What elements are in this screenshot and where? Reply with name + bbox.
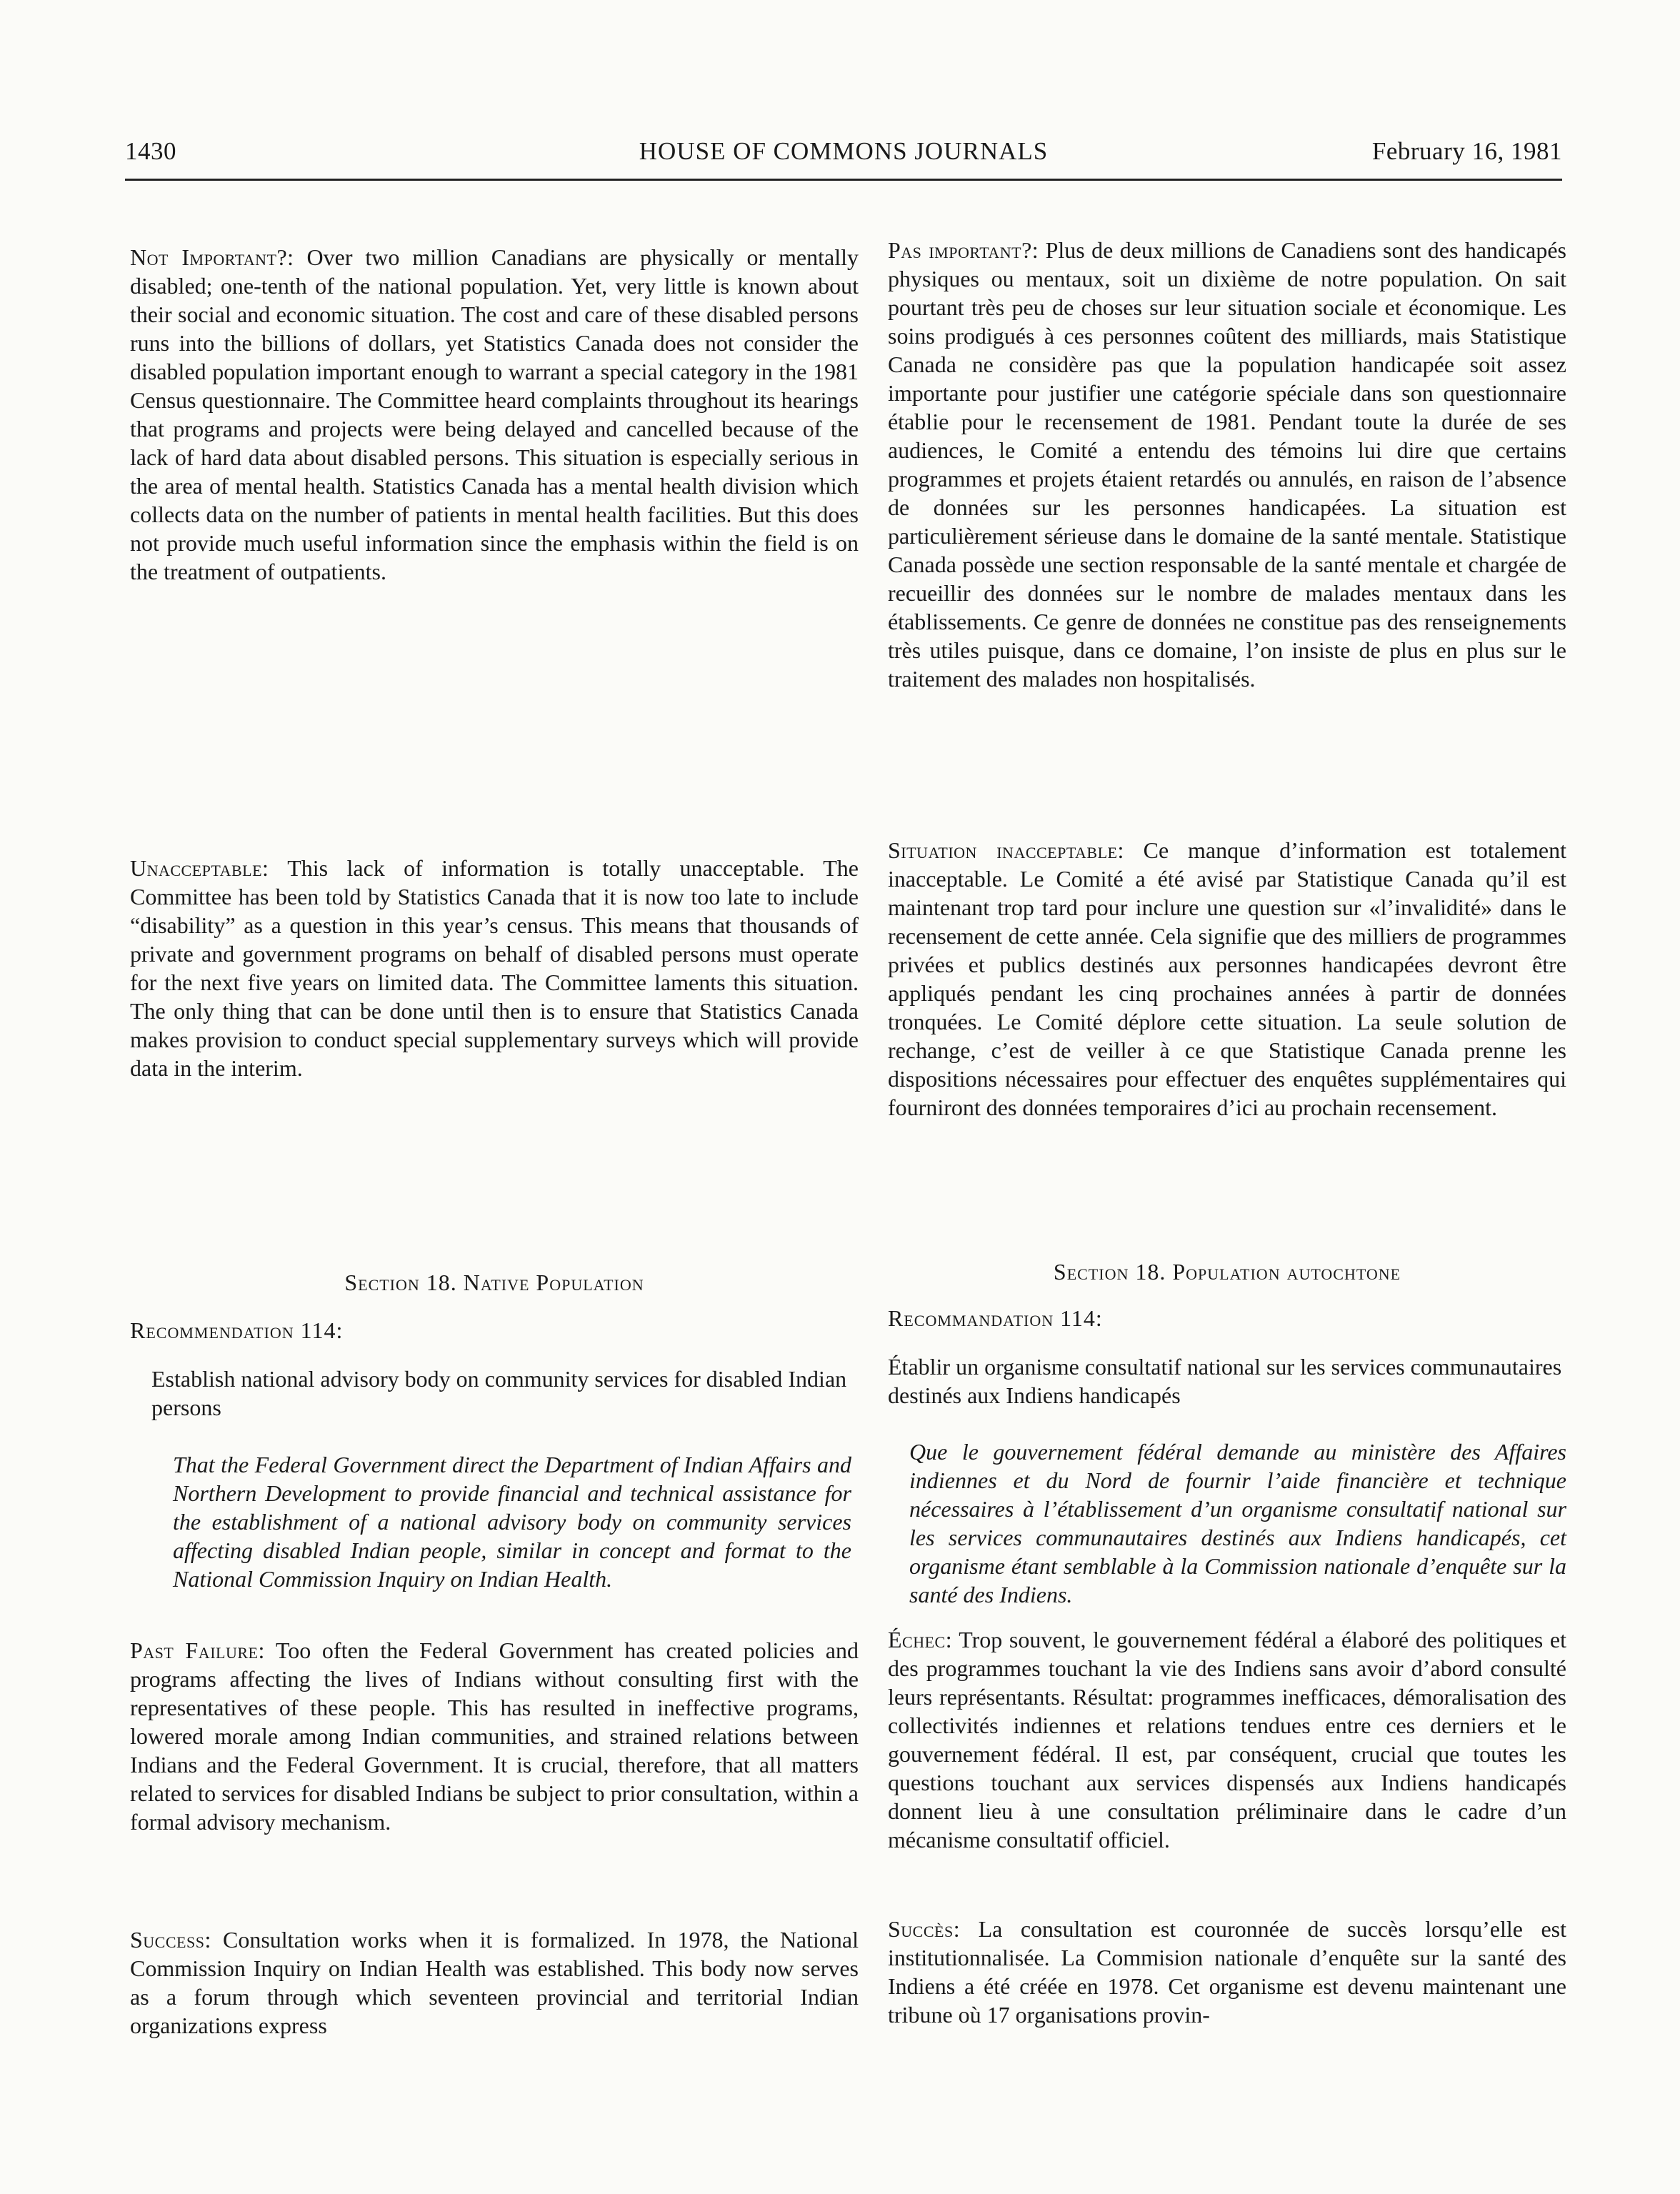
paragraph-text: Plus de deux millions de Canadiens sont des handicapés physiques ou mentaux, soit un dixième de notre population. On sait pourtant très peu de choses sur leur situation sociale et économique. Les soins prodigués à ces personnes coûtent des milliards, mais Statistique Canada ne considère pas que la population handicapée soit assez importante pour justifier une catégorie spéciale dans son questionnaire établie pour le recensement de 1981. Pendant toute la durée de ses audiences, le Comité a entendu des témoins lui dire que certains programmes et projets étaient retardés ou annulés, en raison de l’absence de données sur les personnes handicapées. La situation est particulièrement sérieuse dans le domaine de la santé mentale. Statistique Canada possède une section responsable de la santé mentale et chargée de recueillir des données sur le nombre de malades mentaux dans les établissements. Ce genre de données ne constitue pas des renseignements très utiles puisque, dans ce domaine, l’on insiste de plus en plus sur le traitement des malades non hospitalisés. — [888, 237, 1567, 692]
paragraph-text: La consultation est couronnée de succès lorsqu’elle est institutionnalisée. La Commision nationale d’enquête sur la santé des Indiens a été créée en 1978. Cet organisme est devenu maintenant une tribune où 17 organisations provin- — [888, 1916, 1567, 2028]
past-failure-paragraph — [130, 1636, 859, 1836]
paragraph-text: Too often the Federal Government has created policies and programs affecting the lives of Indians without consulting first with the representatives of these people. This has resulted in ineffective programs, lowered morale among Indian communities, and strained relations between Indians and the Federal Government. It is crucial, therefore, that all matters related to services for disabled Indians be subject to prior consultation, within a formal advisory mechanism. — [130, 1637, 859, 1835]
situation-inacceptable-paragraph — [888, 836, 1566, 1122]
recommendation-title: Établir un organisme consultatif national sur les services communautaires destinés aux Indiens handicapés — [888, 1354, 1562, 1408]
paragraph-lead: Situation inacceptable: — [888, 837, 1124, 863]
paragraph-text: Consultation works when it is formalized. In 1978, the National Commission Inquiry on Indian Health was established. This body now serves as a forum through which seventeen provincial and territorial Indian organizations express — [130, 1927, 859, 2038]
paragraph-lead: Not Important?: — [130, 244, 294, 270]
section-heading: Section 18. Population autochtone — [1053, 1259, 1401, 1285]
recommendation-text: That the Federal Government direct the Department of Indian Affairs and Northern Development to provide financial and technical assistance for the establishment of a national advisory body on community services affecting disabled Indian people, similar in concept and format to the National Commission Inquiry on Indian Health. — [173, 1452, 851, 1592]
paragraph-text: Ce manque d’information est totalement inacceptable. Le Comité a été avisé par Statistique Canada qu’il est maintenant trop tard pour inclure une question sur «l’invalidité» dans le recensement de cette année. Cela signifie que des milliers de programmes privées et publics destinés aux personnes handicapées devront être appliqués pendant les cinq prochaines années à partir de données tronquées. Le Comité déplore cette situation. La seule solution de rechange, c’est de veiller à ce que Statistique Canada prenne les dispositions nécessaires pour effectuer des enquêtes supplémentaires qui fourniront des données temporaires d’ici au prochain recensement. — [888, 837, 1566, 1120]
echec-paragraph — [888, 1625, 1566, 1854]
recommendation-title: Establish national advisory body on community services for disabled Indian persons — [151, 1366, 847, 1420]
section-heading: Section 18. Native Population — [344, 1270, 644, 1295]
paragraph-text: This lack of information is totally unacceptable. The Committee has been told by Statistics Canada that it is now too late to include “disability” as a question in this year’s census. This means that thousands of private and government programs on behalf of disabled persons must operate for the next five years on limited data. The Committee laments this situation. The only thing that can be done until then is to ensure that Statistics Canada makes provision to conduct special supplementary surveys which will provide data in the interim. — [130, 855, 859, 1081]
page-header — [125, 136, 1562, 181]
recommendation-label: Recommandation 114: — [888, 1305, 1103, 1331]
recommendation-text: Que le gouvernement fédéral demande au ministère des Affaires indiennes et du Nord de fournir l’aide financière et technique nécessaires à l’établissement d’un organisme consultatif national sur les services communautaires destinés aux Indiens handicapés, cet organisme étant semblable à la Commission nationale d’enquête sur la santé des Indiens. — [909, 1439, 1566, 1607]
succes-paragraph — [888, 1915, 1566, 2029]
recommendation-label: Recommendation 114: — [130, 1317, 344, 1343]
paragraph-text: Trop souvent, le gouvernement fédéral a élaboré des politiques et des programmes touchant la vie des Indiens sans avoir d’abord consulté leurs représentants. Résultat: programmes inefficaces, démoralisation des collectivités indiennes et relations tendues entre ces derniers et le gouvernement fédéral. Il est, par conséquent, crucial que toutes les questions touchant aux services dispensés aux Indiens handicapés donnent lieu à une consultation préliminaire dans le cadre d’un mécanisme consultatif officiel. — [888, 1627, 1567, 1853]
not-important-paragraph — [130, 243, 859, 586]
paragraph-lead: Succès: — [888, 1916, 961, 1942]
page-number: 1430 — [125, 137, 176, 165]
journal-title: HOUSE OF COMMONS JOURNALS — [639, 137, 1049, 165]
paragraph-text: Over two million Canadians are physically or mentally disabled; one-tenth of the national population. Yet, very little is known about their social and economic situation. The cost and care of these disabled persons runs into the billions of dollars, yet Statistics Canada does not consider the disabled population important enough to warrant a special category in the 1981 Census questionnaire. The Committee heard complaints throughout its hearings that programs and projects were being delayed and cancelled because of the lack of hard data about disabled persons. This situation is especially serious in the area of mental health. Statistics Canada has a mental health division which collects data on the number of patients in mental health facilities. But this does not provide much useful information since the emphasis within the field is on the treatment of outpatients. — [130, 244, 859, 584]
paragraph-lead: Échec: — [888, 1627, 953, 1652]
success-paragraph — [130, 1925, 859, 2040]
unacceptable-paragraph — [130, 854, 859, 1082]
paragraph-lead: Pas important?: — [888, 237, 1039, 263]
page-date: February 16, 1981 — [1371, 137, 1562, 165]
paragraph-lead: Unacceptable: — [130, 855, 269, 881]
paragraph-lead: Past Failure: — [130, 1637, 265, 1663]
pas-important-paragraph — [888, 236, 1566, 693]
paragraph-lead: Success: — [130, 1927, 211, 1953]
